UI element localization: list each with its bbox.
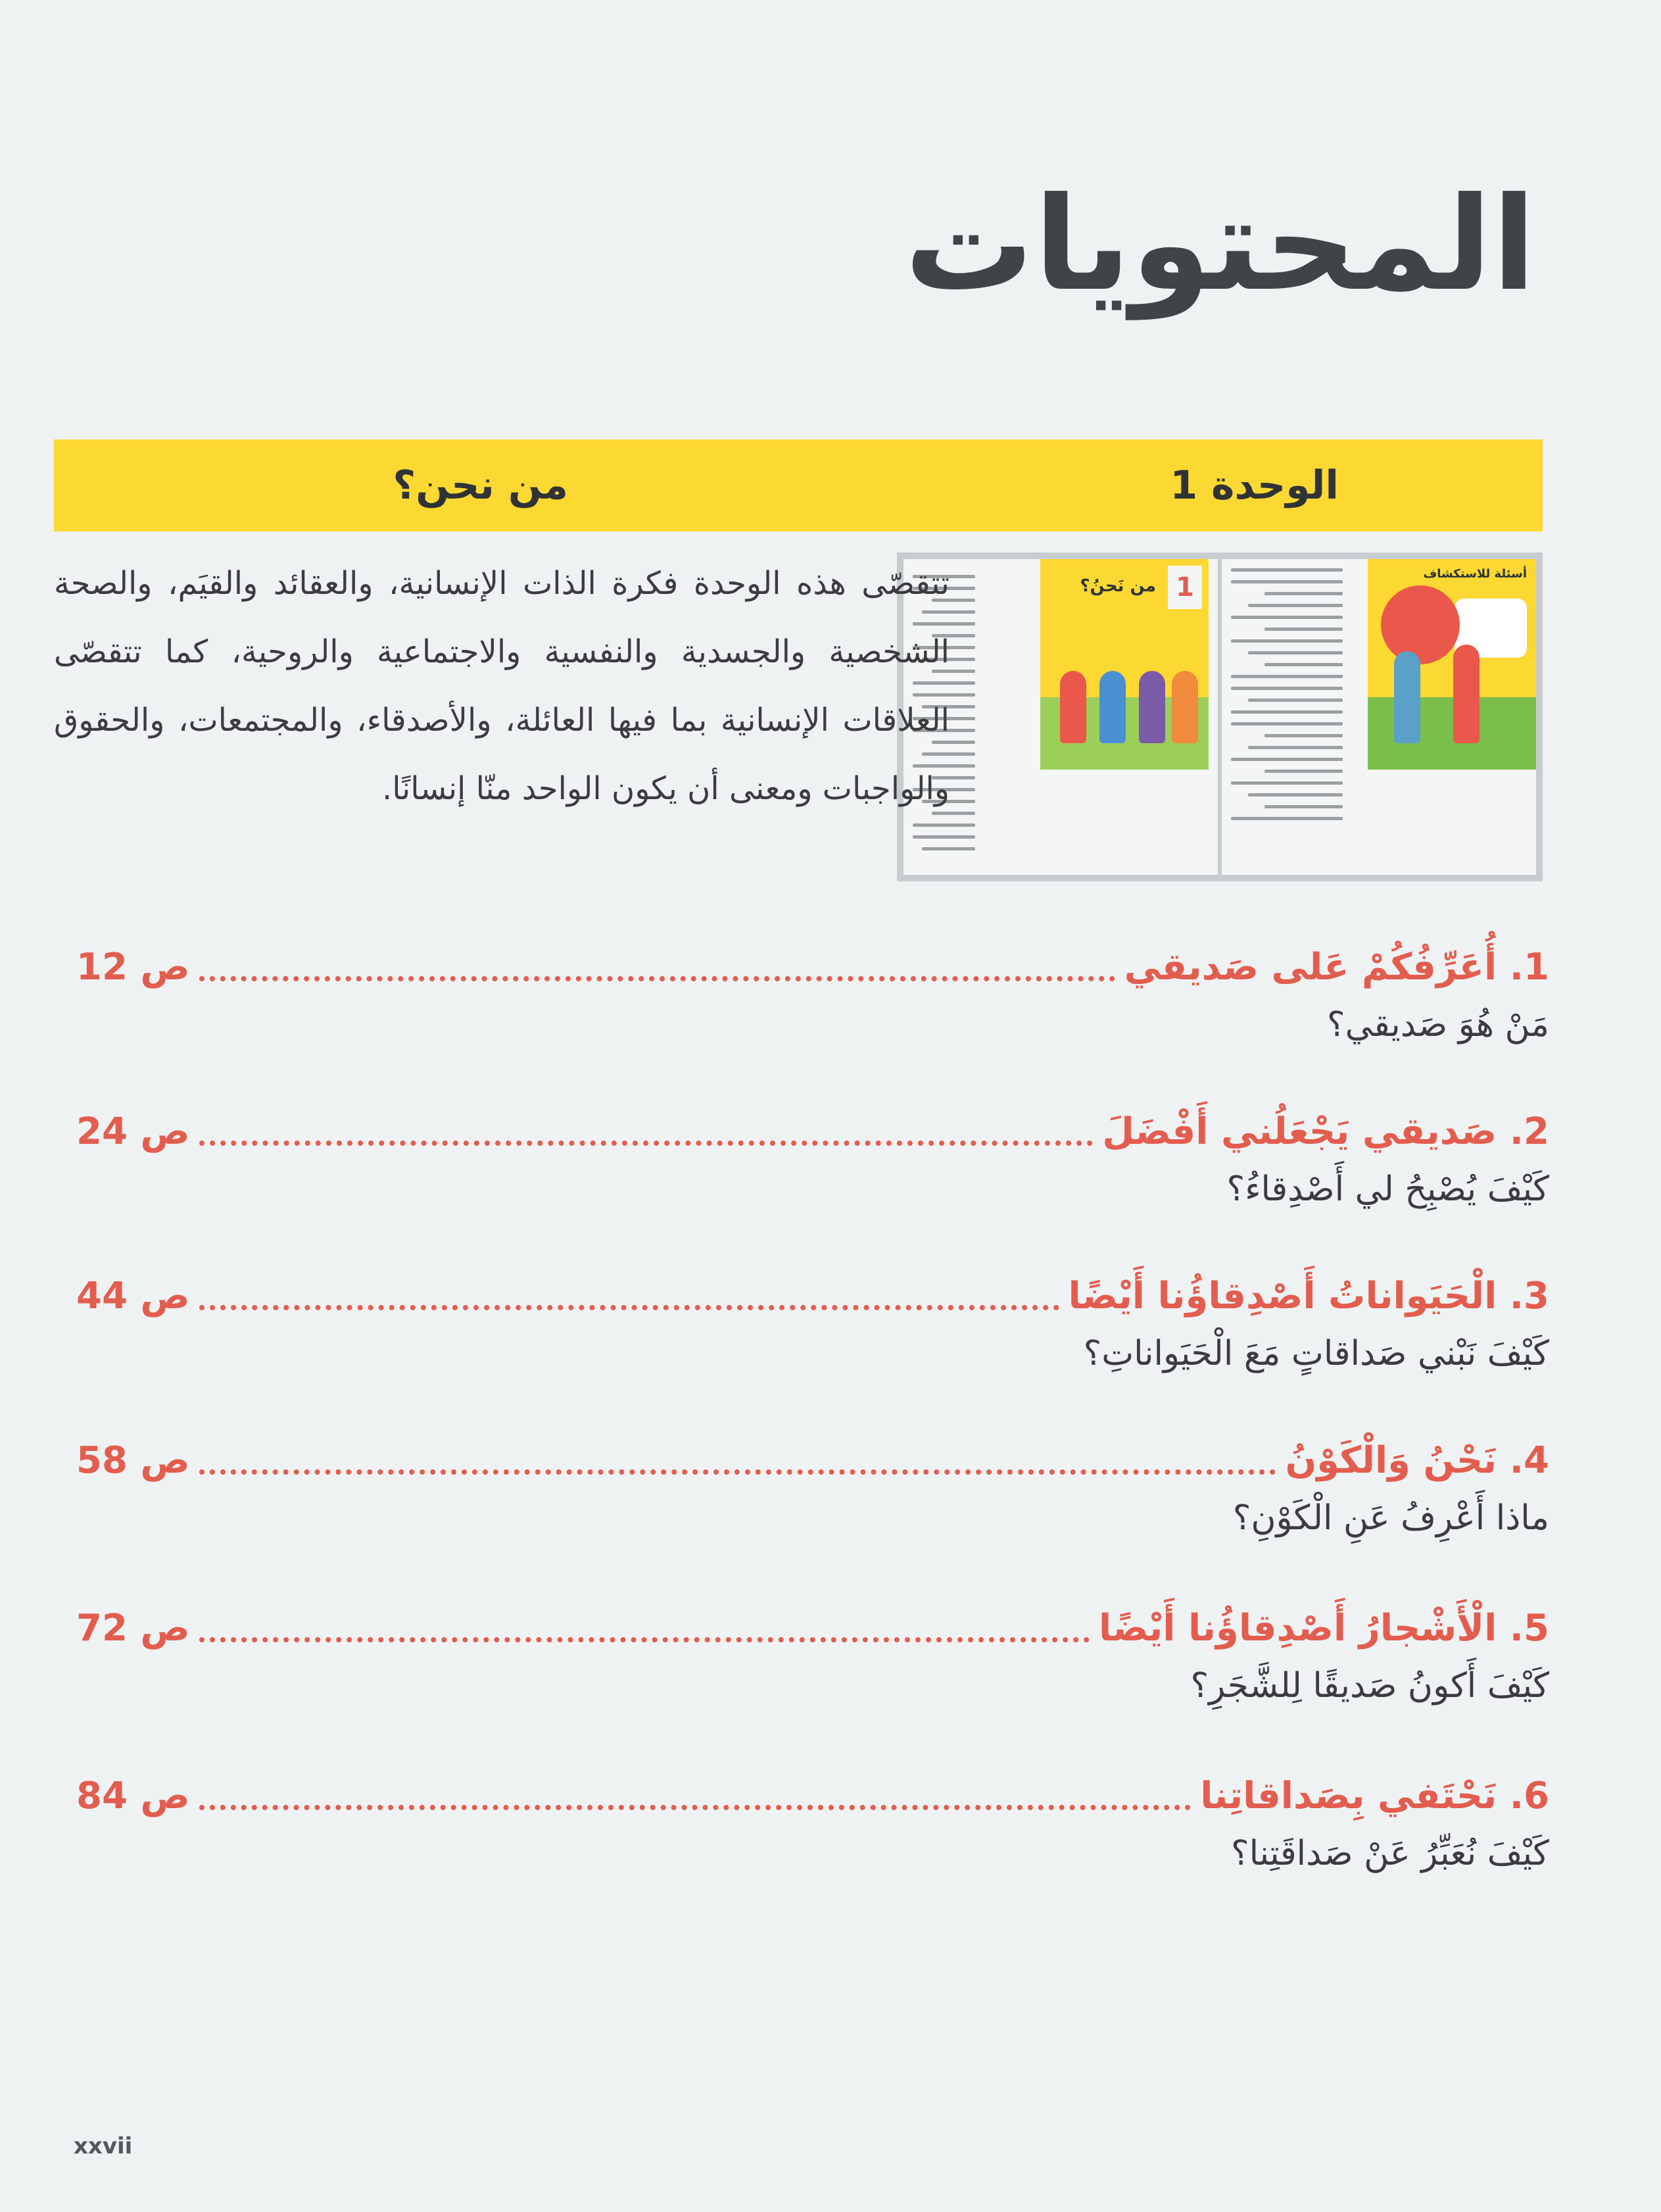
lesson-title: 5. الْأَشْجارُ أَصْدِقاؤُنا أَيْضًا — [1099, 1606, 1549, 1650]
thumbnail-page-left — [903, 559, 1218, 875]
page-title: المحتويات — [904, 170, 1536, 320]
unit-header — [897, 439, 1543, 531]
thumbnail-unit-number: 1 — [1168, 566, 1202, 609]
thumbnail-page-right — [1222, 559, 1536, 875]
page-number: xxvii — [74, 2133, 133, 2159]
unit-description: تتقصّى هذه الوحدة فكرة الذات الإنسانية، والعقائد والقيَم، والصحة الشخصية والجسدية والنفسية والاجتماعية والروحية، كما تتقصّى العلاقات الإنسانية بما فيها العائلة، والأصدقاء، والمجتمعات، والحقوق والواجبات ومعنى أن يكون الواحد منّا إنسانًا. — [54, 565, 950, 807]
thumbnail-illustration-playground — [1040, 559, 1209, 770]
lesson-5[interactable] — [76, 1595, 1549, 1706]
thumbnail-heading-right: أسئلة للاستكشاف — [1423, 567, 1527, 581]
lesson-question: مَنْ هُوَ صَديقي؟ — [1327, 1005, 1549, 1045]
lesson-question: كَيْفَ يُصْبِحُ لي أَصْدِقاءُ؟ — [1226, 1169, 1549, 1209]
lesson-2[interactable] — [76, 1098, 1549, 1209]
lesson-title: 6. نَحْتَفي بِصَداقاتِنا — [1200, 1774, 1549, 1817]
thumbnail-illustration-kids — [1368, 559, 1536, 770]
lesson-title: 1. أُعَرِّفُكُمْ عَلى صَديقي — [1124, 945, 1549, 989]
lesson-title: 3. الْحَيَواناتُ أَصْدِقاؤُنا أَيْضًا — [1068, 1274, 1549, 1317]
thumbnail-heading-left: من نَحنُ؟ — [1080, 576, 1156, 596]
lesson-3[interactable] — [76, 1263, 1549, 1373]
lesson-page-number: ص 44 — [76, 1274, 190, 1317]
unit-label: الوحدة 1 — [1170, 462, 1339, 508]
unit-theme-header — [54, 439, 950, 531]
lesson-question: كَيْفَ نَبْني صَداقاتٍ مَعَ الْحَيَواناتِ؟ — [1083, 1334, 1549, 1373]
lesson-page-number: ص 24 — [76, 1110, 190, 1153]
lesson-question: ماذا أَعْرِفُ عَنِ الْكَوْنِ؟ — [1232, 1498, 1549, 1538]
leader-dots — [199, 1305, 1059, 1310]
leader-dots — [199, 1469, 1276, 1475]
leader-dots — [199, 1637, 1090, 1642]
leader-dots — [199, 1805, 1191, 1810]
lesson-4[interactable] — [76, 1427, 1549, 1538]
lesson-question: كَيْفَ أَكونُ صَديقًا لِلشَّجَرِ؟ — [1190, 1666, 1549, 1706]
unit-theme: من نحن؟ — [393, 462, 568, 508]
leader-dots — [199, 1141, 1094, 1146]
lesson-title: 4. نَحْنُ وَالْكَوْنُ — [1285, 1438, 1549, 1482]
lesson-title: 2. صَديقي يَجْعَلُني أَفْضَلَ — [1102, 1110, 1549, 1153]
lesson-1[interactable] — [76, 934, 1549, 1045]
lesson-page-number: ص 72 — [76, 1606, 190, 1650]
lesson-page-number: ص 12 — [76, 945, 190, 989]
lesson-page-number: ص 58 — [76, 1438, 190, 1482]
lesson-question: كَيْفَ نُعَبِّرُ عَنْ صَداقَتِنا؟ — [1231, 1834, 1549, 1873]
lesson-page-number: ص 84 — [76, 1774, 190, 1817]
lesson-6[interactable] — [76, 1763, 1549, 1873]
leader-dots — [199, 976, 1115, 981]
unit-thumbnail — [897, 553, 1543, 881]
